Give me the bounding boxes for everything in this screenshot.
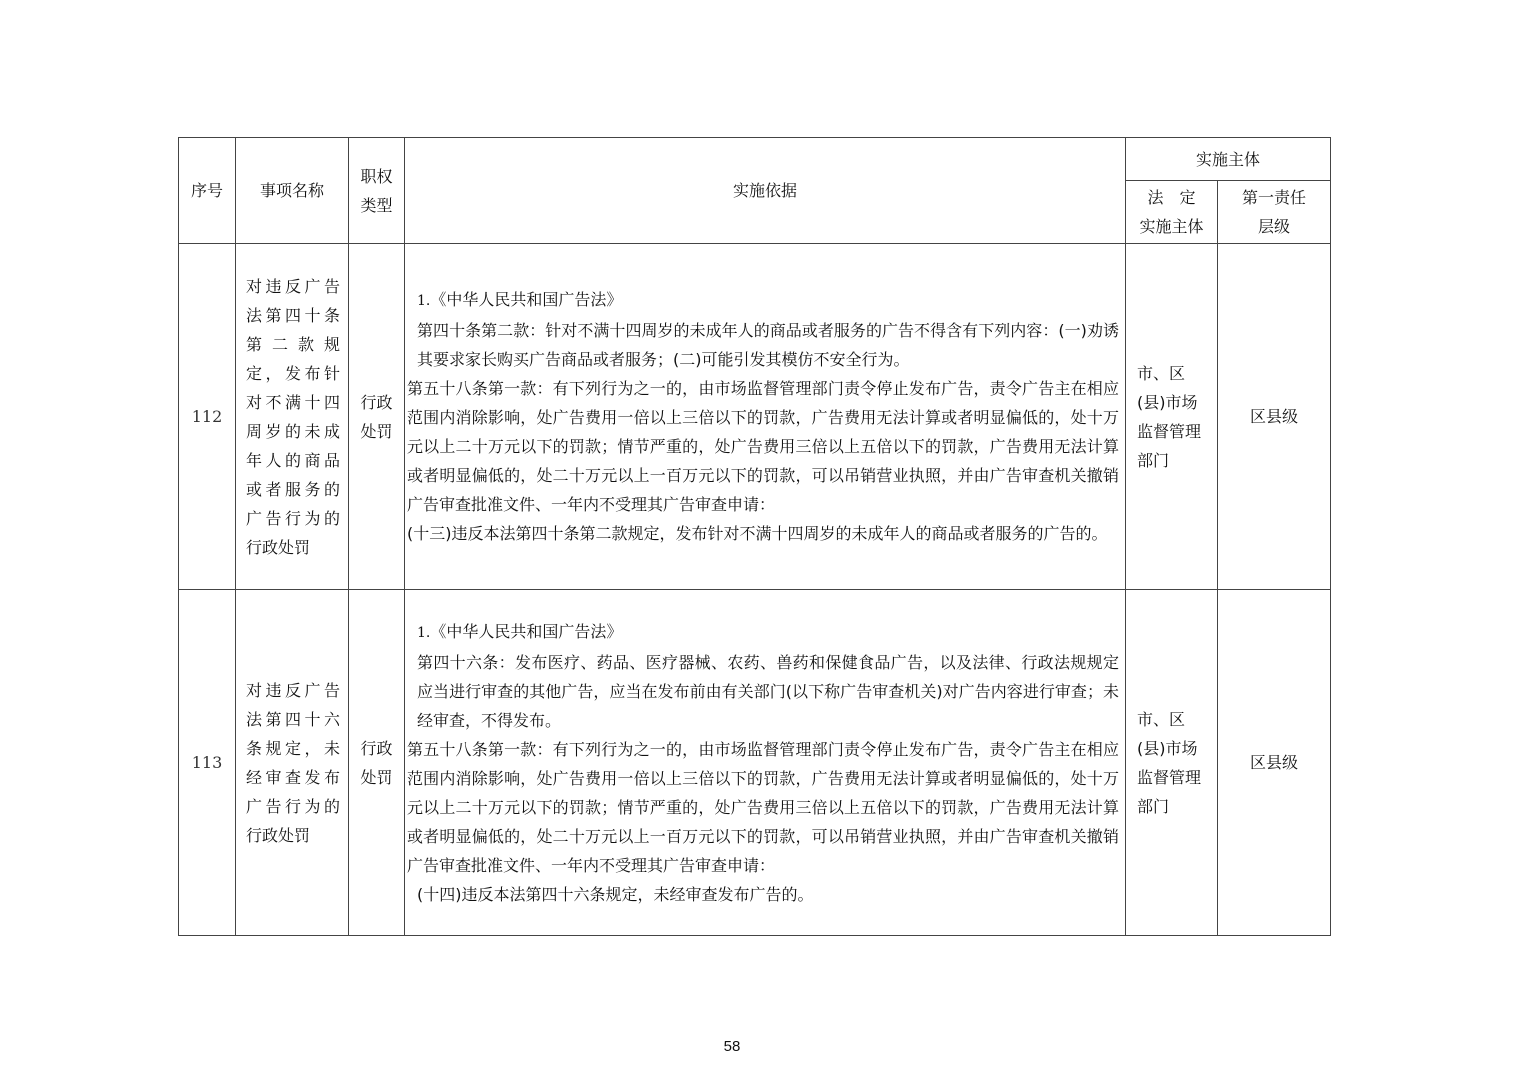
header-level-line1: 第一责任 [1242,188,1307,207]
table-row [179,590,1331,936]
basis-paragraph: 第四十六条：发布医疗、药品、医疗器械、农药、兽药和保健食品广告，以及法律、行政法规规定应当进行审查的其他广告，应当在发布前由有关部门(以下称广告审查机关)对广告内容进行审查；未经审查，不得发布。 [417,652,1119,730]
basis-law-number: 1. [417,624,431,641]
header-level [1218,181,1331,244]
header-legal-subject-line1: 法 定 [1147,188,1196,207]
basis-paragraph: 第五十八条第一款：有下列行为之一的，由市场监督管理部门责令停止发布广告，责令广告主在相应范围内消除影响，处广告费用一倍以上三倍以下的罚款，广告费用无法计算或者明显偏低的，处十万元以上二十万元以下的罚款；情节严重的，处广告费用三倍以上五倍以下的罚款，广告费用无法计算或者明显偏低的，处二十万元以上一百万元以下的罚款，可以吊销营业执照，并由广告审查机关撤销广告审查批准文件、一年内不受理其广告审查申请： [407,379,1119,514]
row-power-type-text: 行政处罚 [360,392,393,441]
row-seq: 113 [179,590,236,936]
header-type-line1: 职权 [360,166,393,186]
basis-paragraph: (十三)违反本法第四十条第二款规定，发布针对不满十四周岁的未成年人的商品或者服务的广告的。 [407,524,1108,543]
header-legal-subject-line2: 实施主体 [1139,217,1204,236]
header-type-line2: 类型 [360,195,393,215]
basis-law [407,285,1119,316]
basis-law [407,617,1119,648]
header-type [349,138,405,244]
table-row [179,244,1331,590]
row-power-type-text: 行政处罚 [360,738,393,787]
basis-paragraph: (十四)违反本法第四十六条规定，未经审查发布广告的。 [417,884,814,904]
basis-paragraph: 第五十八条第一款：有下列行为之一的，由市场监督管理部门责令停止发布广告，责令广告主在相应范围内消除影响，处广告费用一倍以上三倍以下的罚款，广告费用无法计算或者明显偏低的，处十万元以上二十万元以下的罚款；情节严重的，处广告费用三倍以上五倍以下的罚款，广告费用无法计算或者明显偏低的，处二十万元以上一百万元以下的罚款，可以吊销营业执照，并由广告审查机关撤销广告审查批准文件、一年内不受理其广告审查申请： [407,739,1119,875]
row-basis [405,590,1126,936]
basis-law-number: 1. [417,293,431,309]
header-row-1 [179,138,1331,181]
header-level-line2: 层级 [1258,217,1291,236]
row-legal-subject: 市、区(县)市场监督管理部门 [1126,244,1218,590]
page-number: 58 [723,1038,741,1055]
row-responsibility-level: 区县级 [1218,244,1331,590]
row-basis [405,244,1126,590]
row-item-name: 对违反广告法第四十条第二款规定，发布针对不满十四周岁的未成年人的商品或者服务的广告行为的行政处罚 [236,244,349,590]
header-legal-subject [1126,181,1218,244]
header-basis: 实施依据 [405,138,1126,244]
header-name: 事项名称 [236,138,349,244]
row-power-type [349,590,405,936]
header-subject-group: 实施主体 [1126,138,1331,181]
row-seq: 112 [179,244,236,590]
basis-law-title: 《中华人民共和国广告法》 [430,621,623,641]
row-legal-subject: 市、区(县)市场监督管理部门 [1126,590,1218,936]
row-responsibility-level: 区县级 [1218,590,1331,936]
basis-paragraph: 第四十条第二款：针对不满十四周岁的未成年人的商品或者服务的广告不得含有下列内容：(一)劝诱其要求家长购买广告商品或者服务；(二)可能引发其模仿不安全行为。 [417,321,1119,369]
header-seq: 序号 [179,138,236,244]
row-item-name: 对违反广告法第四十六条规定，未经审查发布广告行为的行政处罚 [236,590,349,936]
basis-law-title: 《中华人民共和国广告法》 [430,290,623,309]
catalog-table [178,137,1331,936]
row-power-type [349,244,405,590]
